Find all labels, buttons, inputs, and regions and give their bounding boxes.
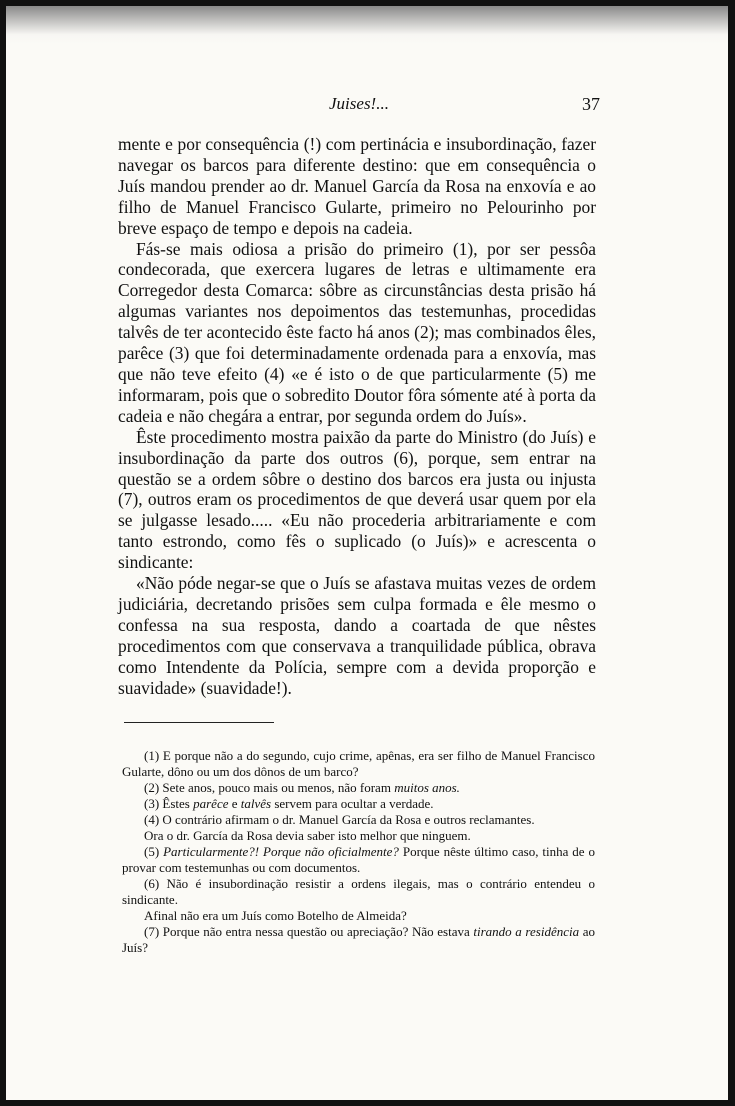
footnote-5: (5) Particularmente?! Porque não oficialmente? Porque nêste último caso, tinha de o provar com testemunhas ou com documentos.: [122, 844, 595, 875]
footnote-4: (4) O contrário afirmam o dr. Manuel García da Rosa e outros reclamantes.: [144, 812, 535, 827]
footnote-divider: [124, 722, 274, 723]
page-number: 37: [582, 94, 600, 114]
main-text: [118, 134, 596, 698]
footnote-1: (1) E porque não a do segundo, cujo crime, apênas, era ser filho de Manuel Francisco Gularte, dôno ou um dos dônos de um barco?: [122, 748, 595, 779]
scan-shadow: [6, 6, 728, 44]
footnote-6: (6) Não é insubordinação resistir a ordens ilegais, mas o contrário entendeu o sindicante.: [122, 876, 595, 907]
paragraph-4: «Não póde negar-se que o Juís se afastava muitas vezes de ordem judiciária, decretando prisões sem culpa formada e êle mesmo o confessa na sua resposta, dando a coartada de que nêstes procedimentos com que conservava a tranquilidade pública, obrava como Intendente da Polícia, sempre com a devida proporção e suavidade» (suavidade!).: [118, 573, 596, 698]
paragraph-2: Fás-se mais odiosa a prisão do primeiro (1), por ser pessôa condecorada, que exercera lugares de letras e ultimamente era Corregedor desta Comarca: sôbre as circunstâncias desta prisão há algumas variantes nos depoimentos das testemunhas, procedidas talvês de ter acontecido êste facto há anos (2); mas combinados êles, parêce (3) que foi determinadamente ordenada para a enxovía, mas que não teve efeito (4) «e é isto o de que particularmente (5) me informaram, pois que o sobredito Doutor fôra sómente até à porta da cadeia e não chegára a entrar, por segunda ordem do Juís».: [118, 238, 596, 426]
page-header: [118, 94, 600, 120]
footnotes: [122, 748, 595, 956]
paragraph-3: Êste procedimento mostra paixão da parte do Ministro (do Juís) e insubordinação da parte dos outros (6), porque, sem entrar na questão se a ordem sôbre o destino dos barcos era justa ou injusta (7), outros eram os procedimentos de que deverá usar quem por ela se julgasse lesado..... «Eu não procederia arbitrariamente e com tanto estrondo, como fês o suplicado (o Juís)» e acrescenta o sindicante:: [118, 426, 596, 573]
book-page: [6, 6, 728, 1100]
footnote-7: (7) Porque não entra nessa questão ou apreciação? Não estava tirando a residência ao Juís?: [122, 924, 596, 955]
running-title: Juises!...: [329, 94, 389, 113]
footnote-4-continuation: Ora o dr. García da Rosa devia saber isto melhor que ninguem.: [144, 828, 471, 843]
footnote-3: (3) Êstes parêce e talvês servem para ocultar a verdade.: [144, 796, 434, 811]
footnote-2: (2) Sete anos, pouco mais ou menos, não foram muitos anos.: [144, 780, 460, 795]
footnote-6-continuation: Afinal não era um Juís como Botelho de Almeida?: [144, 908, 407, 923]
paragraph-1: mente e por consequência (!) com pertinácia e insubordinação, fazer navegar os barcos para diferente destino: que em consequência o Juís mandou prender ao dr. Manuel García da Rosa na enxovía e ao filho de Manuel Francisco Gularte, primeiro no Pelourinho por breve espaço de tempo e depois na cadeia.: [118, 134, 596, 238]
